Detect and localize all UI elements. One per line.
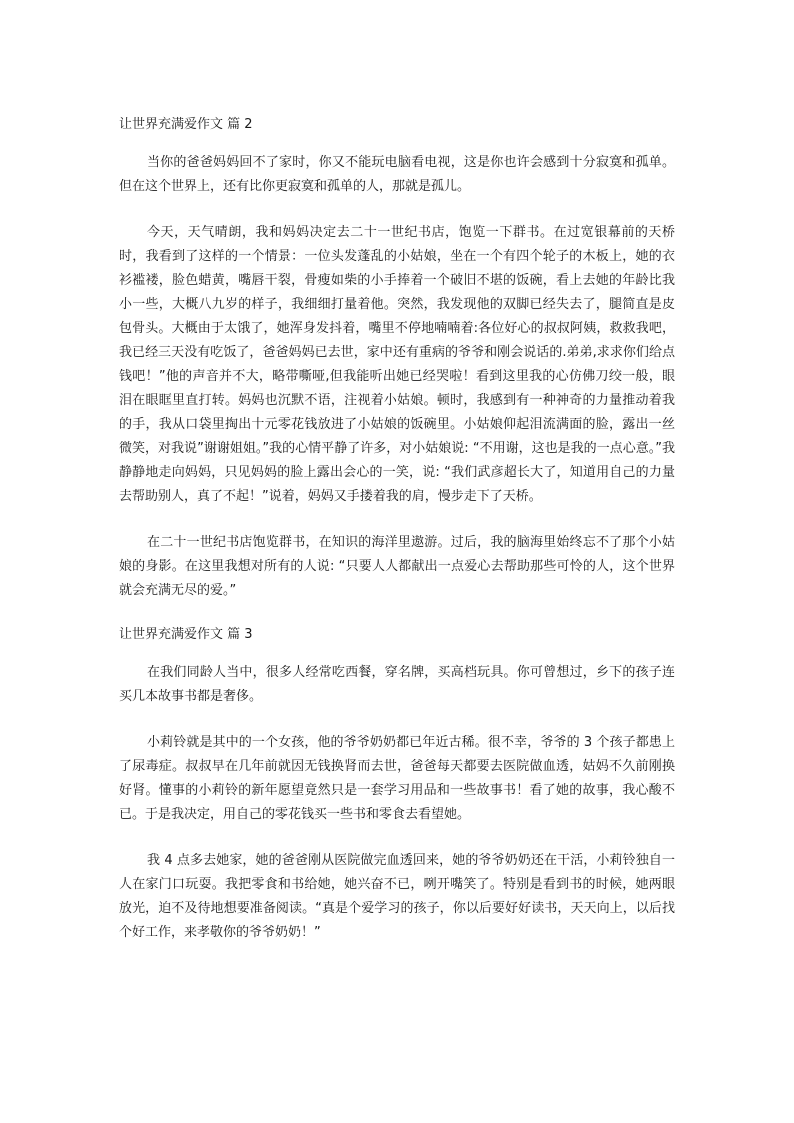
paragraph: 我 4 点多去她家，她的爸爸刚从医院做完血透回来，她的爷爷奶奶还在干活，小莉铃独自一人在家门口玩耍。我把零食和书给她，她兴奋不已，咧开嘴笑了。特别是看到书的时候，她两眼放光，迫不及待地想要准备阅读。“真是个爱学习的孩子，你以后要好好读书，天天向上，以后找个好工作，来孝敬你的爷爷奶奶！” [119,853,675,940]
section-heading: 让世界充满爱作文 篇 2 [119,117,253,132]
paragraph: 今天，天气晴朗，我和妈妈决定去二十一世纪书店，饱览一下群书。在过宽银幕前的天桥时，我看到了这样的一个情景：一位头发蓬乱的小姑娘，坐在一个有四个轮子的木板上，她的衣衫褴褛，脸色蜡黄，嘴唇干裂，骨瘦如柴的小手捧着一个破旧不堪的饭碗，看上去她的年龄比我小一些，大概八九岁的样子，我细细打量着他。突然，我发现他的双脚已经失去了，腿简直是皮包骨头。大概由于太饿了，她浑身发抖着，嘴里不停地喃喃着:各位好心的叔叔阿姨，救救我吧，我已经三天没有吃饭了，爸爸妈妈已去世，家中还有重病的爷爷和刚会说话的.弟弟,求求你们给点钱吧！”他的声音并不大，略带嘶哑,但我能听出她已经哭啦！看到这里我的心仿佛刀绞一般，眼泪在眼眶里直打转。妈妈也沉默不语，注视着小姑娘。顿时，我感到有一种神奇的力量推动着我的手，我从口袋里掏出十元零花钱放进了小姑娘的饭碗里。小姑娘仰起泪流满面的脸，露出一丝微笑，对我说”谢谢姐姐。”我的心情平静了许多，对小姑娘说: “不用谢，这也是我的一点心意。”我静静地走向妈妈，只见妈妈的脸上露出会心的一笑，说: “我们武彦超长大了，知道用自己的力量去帮助别人，真了不起！”说着，妈妈又手搂着我的肩，慢步走下了天桥。 [119,225,675,504]
section-essay-3 [119,625,675,945]
paragraph: 在二十一世纪书店饱览群书，在知识的海洋里遨游。过后，我的脑海里始终忘不了那个小姑娘的身影。在这里我想对所有的人说: “只要人人都献出一点爱心去帮助那些可怜的人，这个世界就会充满无尽的爱。” [119,535,675,598]
paragraph: 小莉铃就是其中的一个女孩，他的爷爷奶奶都已年近古稀。很不幸，爷爷的 3 个孩子都患上了尿毒症。叔叔早在几年前就因无钱换肾而去世，爸爸每天都要去医院做血透，姑妈不久前刚换好肾。懂事的小莉铃的新年愿望竟然只是一套学习用品和一些故事书！看了她的故事，我心酸不已。于是我决定，用自己的零花钱买一些书和零食去看望她。 [119,735,675,822]
document-page [119,115,675,967]
paragraph: 在我们同龄人当中，很多人经常吃西餐，穿名牌，买高档玩具。你可曾想过，乡下的孩子连买几本故事书都是奢侈。 [119,665,675,704]
section-essay-2 [119,115,675,603]
paragraph: 当你的爸爸妈妈回不了家时，你又不能玩电脑看电视，这是你也许会感到十分寂寞和孤单。但在这个世界上，还有比你更寂寞和孤单的人，那就是孤儿。 [119,155,675,194]
section-heading: 让世界充满爱作文 篇 3 [119,627,253,642]
